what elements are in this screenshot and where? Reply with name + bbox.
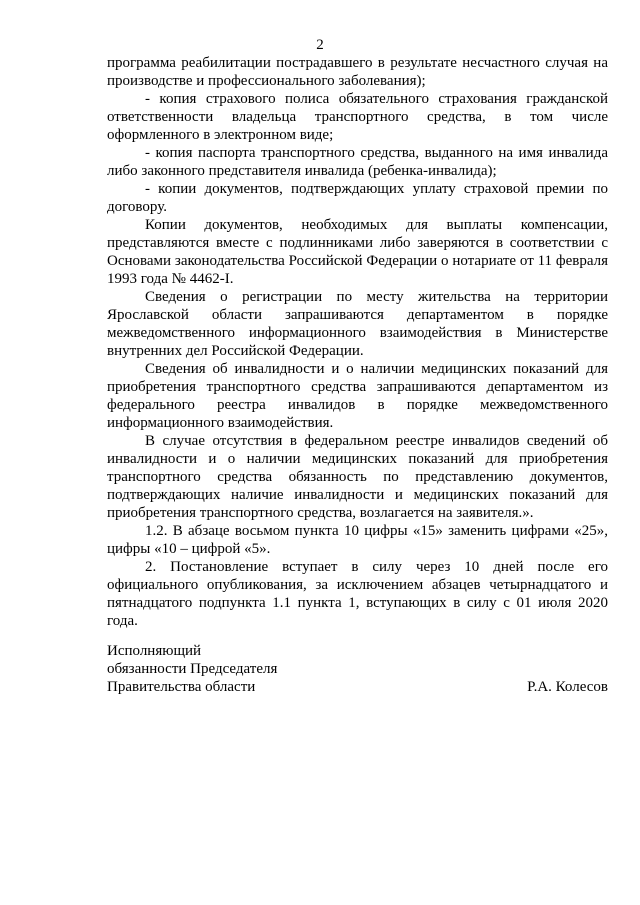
paragraph-disability-info: Сведения об инвалидности и о наличии медицинских показаний для приобретения транспортного средства запрашиваются департаментом из федерального реестра инвалидов в порядке межведомственного информационного взаимодействия. (107, 361, 608, 431)
paragraph-registration-info: Сведения о регистрации по месту жительства на территории Ярославской области запрашиваются департаментом в порядке межведомственного информационного взаимодействия в Министерстве внутренних дел Российской Федерации. (107, 289, 608, 359)
paragraph-insurance-policy: - копия страхового полиса обязательного страхования гражданской ответственности владельца транспортного средства, в том числе оформленного в электронном виде; (107, 91, 608, 143)
paragraph-vehicle-passport: - копия паспорта транспортного средства, выданного на имя инвалида либо законного представителя инвалида (ребенка-инвалида); (107, 145, 608, 179)
paragraph-document-copies: Копии документов, необходимых для выплаты компенсации, представляются вместе с подлинниками либо заверяются в соответствии с Основами законодательства Российской Федерации о нотариате от 11 февраля 1993 года № 4462-I. (107, 217, 608, 287)
signature-title-line-3: Правительства области (107, 679, 256, 695)
paragraph-amendment-1-2: 1.2. В абзаце восьмом пункта 10 цифры «15» заменить цифрами «25», цифры «10 – цифрой «5». (107, 523, 608, 557)
signature-block (107, 642, 608, 696)
signature-title-line-2: обязанности Председателя (107, 661, 278, 677)
paragraph-entry-into-force: 2. Постановление вступает в силу через 10 дней после его официального опубликования, за исключением абзацев четырнадцатого и пятнадцатого подпункта 1.1 пункта 1, вступающих в силу с 01 июля 2020 года. (107, 559, 608, 629)
signatory-name: Р.А. Колесов (527, 679, 608, 695)
paragraph-rehab-program: программа реабилитации пострадавшего в результате несчастного случая на производстве и профессионального заболевания); (107, 55, 608, 89)
document-body (107, 54, 608, 630)
paragraph-missing-records: В случае отсутствия в федеральном реестре инвалидов сведений об инвалидности и о наличии медицинских показаний для приобретения транспортного средства обязанность по представлению документов, подтверждающих наличие инвалидности и медицинских показаний для приобретения транспортного средства, возлагается на заявителя.». (107, 433, 608, 521)
page-number: 2 (316, 37, 324, 53)
signature-title-line-1: Исполняющий (107, 643, 202, 659)
paragraph-premium-payment: - копии документов, подтверждающих уплату страховой премии по договору. (107, 181, 608, 215)
